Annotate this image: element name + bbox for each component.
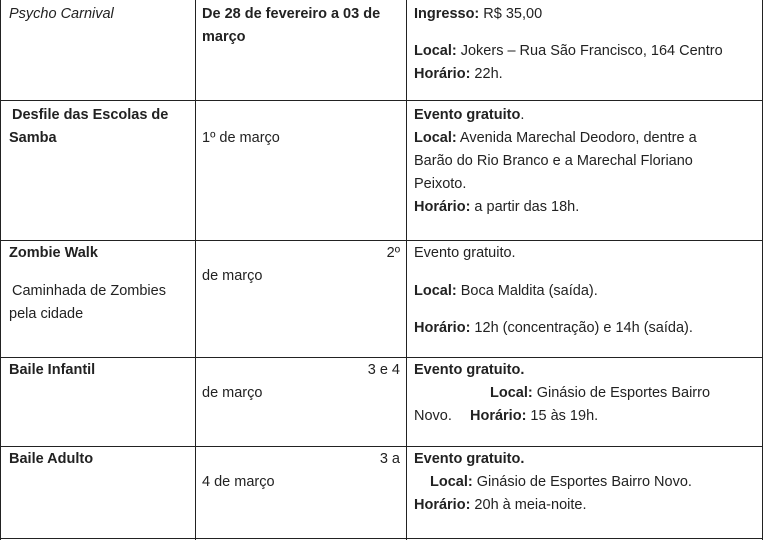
event-name: Zombie Walk bbox=[9, 245, 98, 261]
time-label: Horário: bbox=[414, 199, 471, 215]
event-time bbox=[414, 494, 586, 517]
time-value: 15 às 19h. bbox=[526, 408, 599, 424]
event-name-line: Desfile das Escolas de bbox=[12, 107, 169, 123]
time-label: Horário: bbox=[470, 408, 527, 424]
event-date-top: 3 a bbox=[379, 451, 400, 467]
event-price bbox=[414, 3, 542, 26]
location-line: Peixoto. bbox=[414, 176, 467, 192]
event-name: Baile Infantil bbox=[9, 362, 96, 378]
location-line: Novo. bbox=[414, 408, 452, 424]
event-name: Baile Adulto bbox=[9, 451, 94, 467]
location-label: Local: bbox=[414, 130, 457, 146]
event-subtitle-line: pela cidade bbox=[9, 306, 84, 322]
event-date-bottom: de março bbox=[202, 385, 263, 401]
free-dot: . bbox=[520, 107, 525, 123]
time-value: 12h (concentração) e 14h (saída). bbox=[470, 320, 693, 336]
event-name: Psycho Carnival bbox=[9, 6, 114, 22]
row-divider-2 bbox=[0, 240, 763, 241]
event-location bbox=[430, 471, 692, 494]
event-date-bottom: de março bbox=[202, 268, 263, 284]
location-label: Local: bbox=[490, 385, 533, 401]
time-value: a partir das 18h. bbox=[470, 199, 580, 215]
event-location bbox=[490, 382, 710, 405]
price-value: R$ 35,00 bbox=[479, 6, 543, 22]
location-label: Local: bbox=[414, 283, 457, 299]
event-date-top: 3 e 4 bbox=[367, 362, 400, 378]
event-location bbox=[414, 127, 697, 150]
column-divider-2 bbox=[406, 0, 407, 540]
event-date-line: De 28 de fevereiro a 03 de bbox=[202, 6, 381, 22]
event-free: Evento gratuito. bbox=[414, 362, 525, 378]
free-label: Evento gratuito bbox=[414, 107, 521, 123]
row-divider-4 bbox=[0, 446, 763, 447]
event-location bbox=[414, 280, 598, 303]
event-free: Evento gratuito. bbox=[414, 245, 516, 261]
event-time bbox=[470, 405, 598, 428]
event-date: 1º de março bbox=[202, 130, 280, 146]
row-divider-3 bbox=[0, 357, 763, 358]
row-divider-1 bbox=[0, 100, 763, 101]
location-value: Ginásio de Esportes Bairro Novo. bbox=[472, 474, 692, 490]
table-border-left bbox=[0, 0, 1, 540]
time-label: Horário: bbox=[414, 66, 471, 82]
event-date-bottom: 4 de março bbox=[202, 474, 275, 490]
event-time bbox=[414, 63, 503, 86]
location-line: Barão do Rio Branco e a Marechal Floriano bbox=[414, 153, 693, 169]
event-free: Evento gratuito. bbox=[414, 451, 525, 467]
event-subtitle-line: Caminhada de Zombies bbox=[12, 283, 166, 299]
location-value: Avenida Marechal Deodoro, dentre a bbox=[456, 130, 697, 146]
event-date-line: março bbox=[202, 29, 246, 45]
time-value: 22h. bbox=[470, 66, 503, 82]
event-time bbox=[414, 317, 693, 340]
location-value: Boca Maldita (saída). bbox=[456, 283, 598, 299]
event-name-line: Samba bbox=[9, 130, 57, 146]
location-value: Jokers – Rua São Francisco, 164 Centro bbox=[456, 43, 723, 59]
time-label: Horário: bbox=[414, 320, 471, 336]
price-label: Ingresso: bbox=[414, 6, 480, 22]
time-value: 20h à meia-noite. bbox=[470, 497, 587, 513]
location-label: Local: bbox=[414, 43, 457, 59]
event-time bbox=[414, 196, 579, 219]
column-divider-1 bbox=[195, 0, 196, 540]
time-label: Horário: bbox=[414, 497, 471, 513]
event-location bbox=[414, 40, 723, 63]
event-date-top: 2º bbox=[386, 245, 400, 261]
event-free bbox=[414, 104, 524, 127]
location-label: Local: bbox=[430, 474, 473, 490]
table-border-bottom bbox=[0, 538, 763, 539]
location-value: Ginásio de Esportes Bairro bbox=[532, 385, 711, 401]
